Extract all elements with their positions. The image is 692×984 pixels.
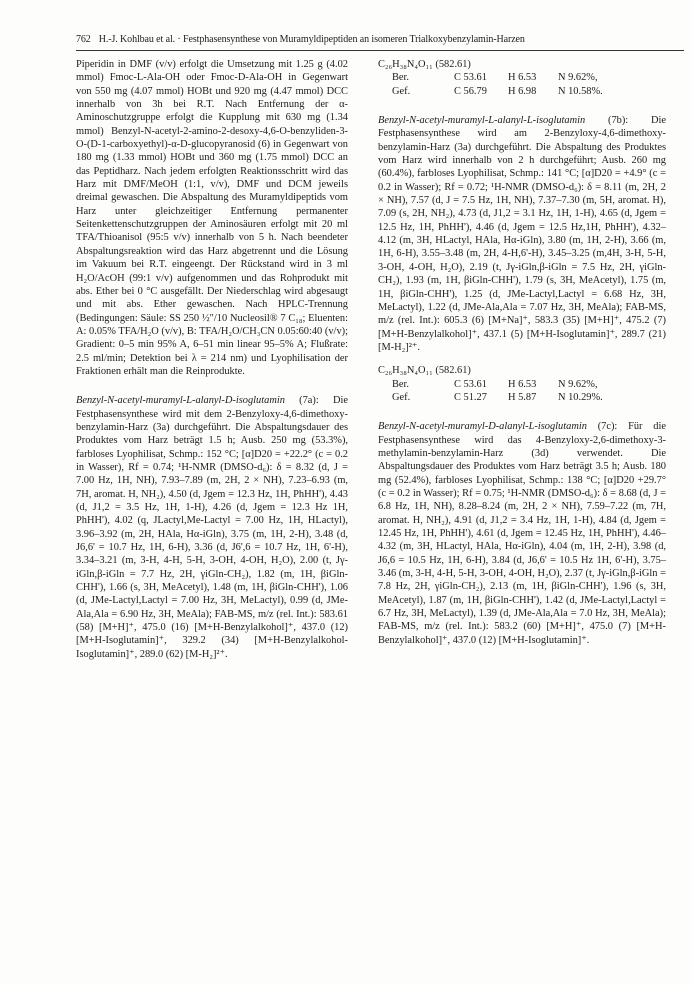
right-column (378, 58, 666, 647)
page-number: 762 (76, 34, 91, 45)
compound-7b-heading: Benzyl-N-acetyl-muramyl-L-alanyl-L-isoglutamin (378, 115, 586, 127)
compound-7c-heading: Benzyl-N-acetyl-muramyl-D-alanyl-L-isoglutamin (378, 421, 587, 433)
compound-7b-text: (7b): Die Festphasensynthese wird am 2-Benzyloxy-4,6-dimethoxy-benzylamin-Harz (3a) durchgeführt. Die Abspaltung des Produktes vom Harz wird innerhalb von 2 h durchgeführt; Ausb. 260 mg (60.4%), farbloses Lyophilisat, Schmp.: 141 °C; [α]D20 = +4.9° (c = 0.2 in Wasser); Rf = 0.72; ¹H-NMR (DMSO-d₆): δ = 8.11 (m, 2H, 2 × NH), 7.57 (d, J = 7.5 Hz, 1H, NH), 7.37–7.30 (m, 5H, aromat. H), 7.09 (s, 2H, NH₂), 4.73 (d, J1,2 = 3.1 Hz, 1H, 1-H), 4.65 (d, Jgem = 12.5 Hz, 1H, PhHH'), 4.46 (d, Jgem = 12.5 Hz,1H, PhHH'), 4.32–4.12 (m, 3H, HLactyl, HAla, Hα-iGln), 3.80 (m, 1H, 2-H), 3.66 (m, 1H, 6-H), 3.55–3.48 (m, 2H, 4-H,6'-H), 3.45–3.25 (m,4H, 3-H, 5-H, 3-OH, 4-OH, H₂O), 2.19 (t, Jγ-iGln,β-iGln = 7.5 Hz, 2H, γiGln-CH₂), 1.93 (m, 1H, βiGln-CHH'), 1.79 (s, 3H, MeAcetyl), 1.75 (m, 1H, βiGln-CHH'), 1.25 (d, JMe-Lactyl,Lactyl = 6.68 Hz, 3H, MeLactyl), 1.22 (d, JMe-Ala,Ala = 7.07 Hz, 3H, MeAla); FAB-MS, m/z (rel. Int.): 605.3 (6) [M+Na]⁺, 583.3 (35) [M+H]⁺, 475.2 (7) [M+H-Benzylalkohol]⁺, 437.1 (5) [M+H-Isoglutamin]⁺, 289.7 (21) [M-H₂]²⁺. (378, 115, 666, 353)
formula-7b: C₂₆H₃₈N₄O₁₁ (582.61) (378, 365, 471, 377)
compound-7b-entry (378, 114, 666, 354)
compound-7c-text: (7c): Für die Festphasensynthese wird das 4-Benzyloxy-2,6-dimethoxy-3-methylamin-benzylamin-Harz (3d) verwendet. Die Abspaltungsdauer des Produktes vom Harz beträgt 3.5 h; Ausb. 180 mg (52.4%), farbloses Lyophilisat, Schmp.: 138 °C; [α]D20 +29.7° (c = 0.2 in Wasser); Rf = 0.75; ¹H-NMR (DMSO-d₆): δ = 8.68 (d, J = 6.8 Hz, 1H, NH), 8.28–8.24 (m, 2H, 2 × NH), 7.59–7.22 (m, 7H, aromat. H, NH₂), 4.91 (d, J1,2 = 3.4 Hz, 1H, 1-H), 4.84 (d, Jgem = 12.45 Hz, 1H, PhHH'), 4.61 (d, Jgem = 12.45 Hz, 1H, PhHH'), 4.46–4.32 (m, 3H, HLactyl, HAla, Hα-iGln), 4.04 (m, 1H, 2-H), 3.98 (d, J6,6 = 10.5 Hz, 1H, 6-H), 3.84 (d, J6,6' = 10.5 Hz 1H, 6'-H), 3.75–3.46 (m, 3-H, 4-H, 5-H, 3-OH, 4-OH, H₂O), 2.37 (t, Jγ-iGln,β-iGln = 7.8 Hz, 2H, γiGln-CH₂), 2.13 (m, 1H, βiGln-CHH'), 1.96 (s, 3H, MeAcetyl), 1.87 (m, 1H, βiGln-CHH'), 1.42 (d, JMe-Lactyl,Lactyl = 6.7 Hz, 3H, MeLactyl), 1.39 (d, JMe-Ala,Ala = 7.0 Hz, 3H, MeAla); FAB-MS, m/z (rel. Int.): 583.2 (60) [M+H]⁺, 475.0 (7) [M+H-Benzylalkohol]⁺, 437.0 (12) [M+H-Isoglutamin]⁺. (378, 421, 666, 646)
procedure-paragraph: Piperidin in DMF (v/v) erfolgt die Umsetzung mit 1.25 g (4.02 mmol) Fmoc-L-Ala-OH oder Fmoc-D-Ala-OH in Gegenwart von 550 mg (4.07 mmol) HOBt und 920 mg (4.47 mmol) DCC innerhalb von 3h bei R.T. Nach Entfernung der α-Aminoschutzgruppe erfolgt die Kupplung mit 630 mg (1.34 mmol) Benzyl-N-acetyl-2-amino-2-desoxy-4,6-O-benzyliden-3-O-(D-1-carboxyethyl)-α-D-glucopyranosid (6) in Gegenwart von 180 mg (1.33 mmol) HOBt und 360 mg (1.75 mmol) DCC an das Peptidharz. Nach jedem erfolgten Reaktionsschritt wird das Harz mit DMF/MeOH (1:1, v/v), DMF und DCM jeweils dreimal gewaschen. Die Abspaltung des Muramyldipeptids vom Harz unter gleichzeitiger Entfernung permanenter Seitenkettenschutzgruppen der Aminosäuren erfolgt mit 20 ml TFA/Thioanisol (95:5 v/v) innerhalb von 5 h. Nach beendeter Abspaltungsreaktion wird das Harz abgetrennt und die Lösung im Vakuum bei R.T. eingeengt. Der Rückstand wird in 3 ml H₂O/AcOH (99:1 v/v) aufgenommen und das Rohprodukt mit abs. Ether bei 0 °C ausgefällt. Der Niederschlag wird abgesaugt und mit abs. Ether gewaschen. Nach HPLC-Trennung (Bedingungen: Säule: SS 250 ½"/10 Nucleosil® 7 C₁₈; Eluenten: A: 0.05% TFA/H₂O (v/v), B: TFA/H₂O/CH₃CN 0.05:60:40 (v/v); Gradient: 0–5 min 95% A, 6–51 min linear 95–5% A; Flußrate: 2.5 ml/min; Detektion bei λ = 214 nm) und Lyophilisation der Fraktionen erhält man die Reinprodukte. (76, 59, 348, 377)
analysis-row: Ber. C 53.61 H 6.53 N 9.62%, (392, 378, 598, 390)
elemental-analysis-7a (378, 71, 666, 98)
formula-7a: C₂₆H₃₈N₄O₁₁ (582.61) (378, 59, 471, 70)
compound-7a-entry (76, 394, 348, 661)
analysis-row: Ber. C 53.61 H 6.53 N 9.62%, (392, 72, 598, 84)
left-column (76, 58, 348, 661)
elemental-analysis-7b (378, 378, 666, 405)
compound-7a-heading: Benzyl-N-acetyl-muramyl-L-alanyl-D-isoglutamin (76, 395, 285, 407)
compound-7a-text: (7a): Die Festphasensynthese wird mit dem 2-Benzyloxy-4,6-dimethoxy-benzylamin-Harz (3a) durchgeführt. Die Abspaltungsdauer des Produktes vom Harz beträgt 1.5 h; Ausb. 250 mg (53.3%), farbloses Lyophilisat, Schmp.: 152 °C; [α]D20 = +22.2° (c = 0.2 in Wasser), Rf = 0.74; ¹H-NMR (DMSO-d₆): δ = 8.32 (d, J = 7.00 Hz, 1H, NH), 7.93–7.89 (m, 2H, 2 × NH), 7.23–6.93 (m, 7H, aromat. H, NH₂), 4.50 (d, Jgem = 12.3 Hz, 1H, PhHH'), 4.43 (d, J1,2 = 3.5 Hz, 1H, 1-H), 4.26 (d, Jgem = 12.3 Hz 1H, PhHH'), 4.02 (q, JLactyl,Me-Lactyl = 7.00 Hz, 1H, HLactyl), 3.96–3.92 (m, 2H, HAla, Hα-iGln), 3.75 (m, 1H, 2-H), 3.48 (d, J6,6' = 10.7 Hz, 1H, 6-H), 3.36 (d, J6',6 = 10.7 Hz, 1H, 6'-H), 3.34–3.21 (m, 3-H, 4-H, 5-H, 3-OH, 4-OH, H₂O), 2.00 (t, Jγ-iGln,β-iGln = 7.7 Hz, 2H, γiGln-CH₂), 1.82 (m, 1H, βiGln-CHH'), 1.66 (s, 3H, MeAcetyl), 1.48 (m, 1H, βiGln-CHH'), 1.06 (d, JMe-Lactyl,Lactyl = 7.00 Hz, 3H, MeLactyl), 0.99 (d, JMe-Ala,Ala = 6.90 Hz, 3H, MeAla); FAB-MS, m/z (rel. Int.): 583.61 (58) [M+H]⁺, 475.0 (16) [M+H-Benzylalkohol]⁺, 437.0 (12) [M+H-Isoglutamin]⁺, 329.2 (34) [M+H-Benzylalkohol-Isoglutamin]⁺, 289.0 (62) [M-H₂]²⁺. (76, 395, 348, 660)
compound-7c-entry (378, 420, 666, 647)
running-title: H.-J. Kohlbau et al. · Festphasensynthese von Muramyldipeptiden an isomeren Trialkoxybenzylamin-Harzen (98, 34, 525, 45)
running-head (76, 33, 686, 46)
analysis-row: Gef. C 51.27 H 5.87 N 10.29%. (392, 391, 603, 403)
header-rule (76, 50, 684, 51)
analysis-row: Gef. C 56.79 H 6.98 N 10.58%. (392, 85, 603, 97)
